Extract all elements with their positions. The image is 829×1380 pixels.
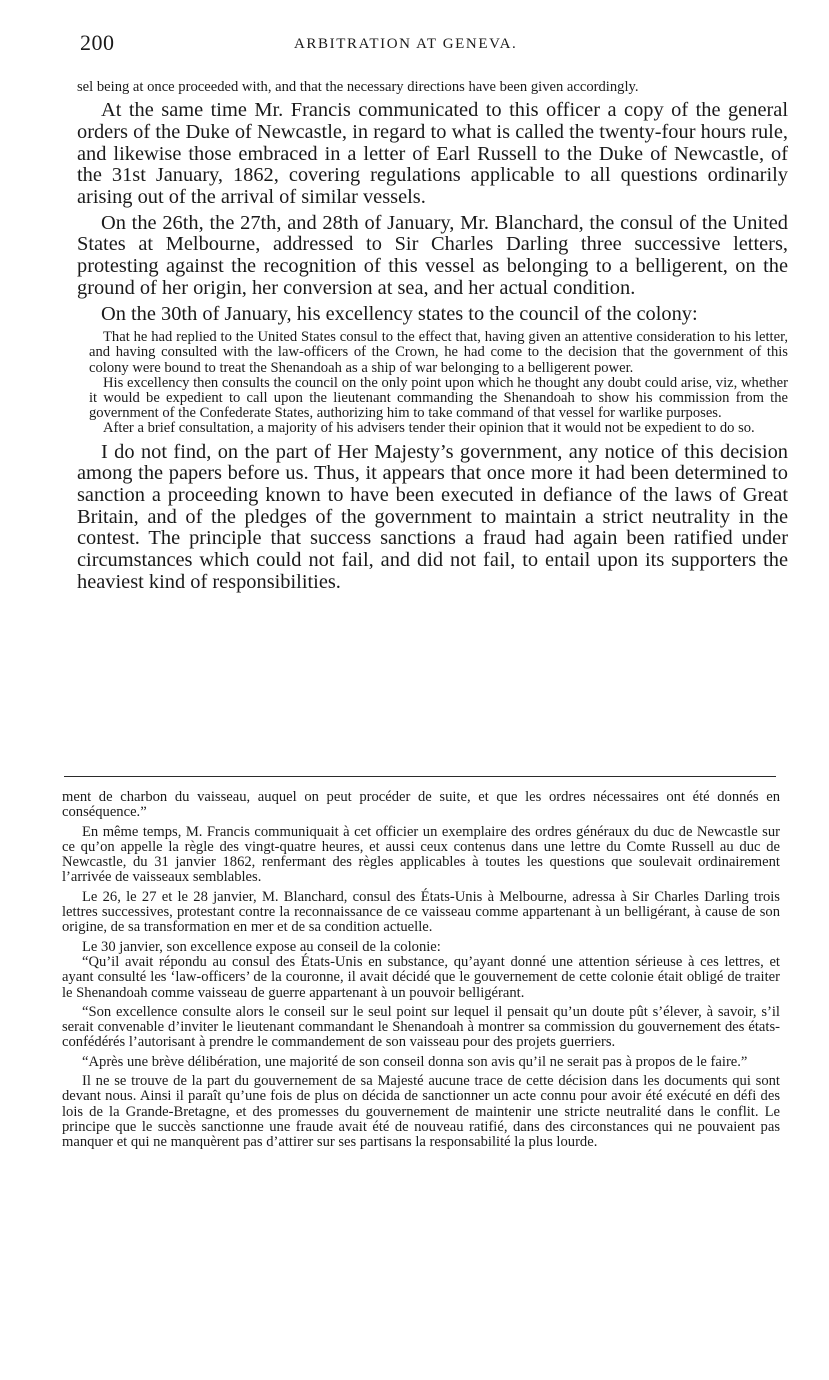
french-paragraph-francis: En même temps, M. Francis communiquait à cet officier un exemplaire des ordres généraux du duc de Newcastle sur ce qu’on appelle la règle des vingt-quatre heures, et aussi ceux contenus dans une lettre du Comte Russell au duc de Newcastle, du 31 janvier 1862, renfermant des règles applicables à toutes les questions que soulevait ordinairement l’arrivée de vaisseaux semblables. <box>62 823 780 886</box>
french-quote-commission: “Son excellence consulte alors le conseil sur le seul point sur lequel il pensait qu’un doute pût s’élever, à savoir, s’il serait convenable d’inviter le lieutenant commandant le Shenandoah à montrer sa commission du gouvernement des états-confédérés l’autorisant à prendre le commandement de son vaisseau pour des projets guerriers. <box>62 1003 780 1051</box>
french-paragraph-continuation: ment de charbon du vaisseau, auquel on peut procéder de suite, et que les ordres nécessaires ont été donnés en conséquence.” <box>62 789 780 821</box>
french-text <box>62 790 780 1151</box>
english-quote-commission: His excellency then consults the council on the only point upon which he thought any doubt could arise, viz, whether it would be expedient to call upon the lieutenant commanding the Shenandoah to show his commission from the government of the Confederate States, authorizing him to take command of that vessel for warlike purposes. <box>89 374 788 422</box>
french-paragraph-blanchard: Le 26, le 27 et le 28 janvier, M. Blanchard, consul des États-Unis à Melbourne, adressa à Sir Charles Darling trois lettres successives, protestant contre la reconnaissance de ce vaisseau comme appartenant à un belligérant, à cause de son origine, de sa transformation en mer et de sa condition actuelle. <box>62 888 780 936</box>
english-paragraph-francis: At the same time Mr. Francis communicated to this officer a copy of the general orders of the Duke of Newcastle, in regard to what is called the twenty-four hours rule, and likewise those embraced in a letter of Earl Russell to the Duke of Newcastle, of the 31st January, 1862, covering regulations applicable to all questions ordinarily arising out of the arrival of similar vessels. <box>77 99 788 209</box>
english-quote-consultation: After a brief consultation, a majority of his advisers tender their opinion that it would not be expedient to do so. <box>103 420 755 437</box>
english-quote-consul-reply: That he had replied to the United States consul to the effect that, having given an attentive consideration to his letter, and having consulted with the law-officers of the Crown, he had come to the decision that the government of this colony were bound to treat the Shenandoah as a ship of war belonging to a belligerent power. <box>89 329 788 376</box>
page-number: 200 <box>80 30 115 55</box>
section-divider <box>64 776 776 777</box>
french-quote-consultation: “Après une brève délibération, une majorité de son conseil donna son avis qu’il ne serait pas à propos de le faire.” <box>82 1053 748 1070</box>
french-quote-consul-reply: “Qu’il avait répondu au consul des États-Unis en substance, qu’ayant donné une attention sérieuse à ces lettres, et ayant consulté les ‘law-officers’ de la couronne, il avait décidé que le gouvernement de cette colonie était obligé de traiter le Shenandoah comme vaisseau de guerre appartenant à un pouvoir belligérant. <box>62 953 780 1001</box>
english-text <box>77 80 788 594</box>
english-paragraph-blanchard: On the 26th, the 27th, and 28th of January, Mr. Blanchard, the consul of the United States at Melbourne, addressed to Sir Charles Darling three successive letters, protesting against the recognition of this vessel as belonging to a belligerent, on the ground of her origin, her conversion at sea, and her actual condition. <box>77 211 788 299</box>
french-paragraph-council: Le 30 janvier, son excellence expose au conseil de la colonie: <box>82 938 441 955</box>
page-header <box>80 30 760 60</box>
english-paragraph-council: On the 30th of January, his excellency states to the council of the colony: <box>101 302 698 325</box>
english-paragraph-conclusion: I do not find, on the part of Her Majesty’s government, any notice of this decision among the papers before us. Thus, it appears that once more it had been determined to sanction a proceeding known to have been executed in defiance of the laws of Great Britain, and of the pledges of the government to maintain a strict neutrality in the contest. The principle that success sanctions a fraud had again been ratified under circumstances which could not fail, and did not fail, to entail upon its supporters the heaviest kind of responsibilities. <box>77 440 788 593</box>
english-paragraph-continuation: sel being at once proceeded with, and that the necessary directions have been given accordingly. <box>77 79 639 95</box>
running-title: ARBITRATION AT GENEVA. <box>294 36 518 52</box>
french-paragraph-conclusion: Il ne se trouve de la part du gouvernement de sa Majesté aucune trace de cette décision dans les documents qui sont devant nous. Ainsi il paraît qu’une fois de plus on décida de sanctionner un acte connu pour avoir été exécuté en défi des lois de la Grande-Bretagne, et des promesses du gouvernement de maintenir une stricte neutralité dans le conflit. Le principe que le succès sanctionne une fraude avait été de nouveau ratifié, dans des circonstances qui ne pouvaient pas manquer et qui ne manquèrent pas d’attirer sur ses partisans la responsabilité la plus lourde. <box>62 1073 780 1151</box>
